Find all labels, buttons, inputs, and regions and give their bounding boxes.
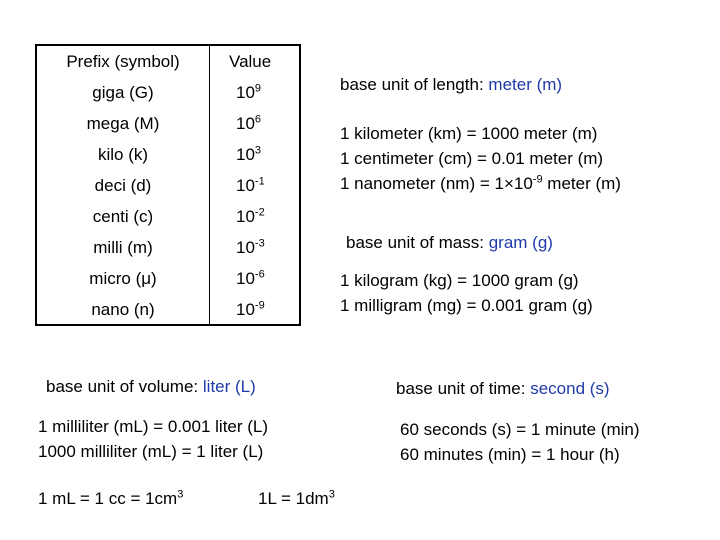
header-value: Value (229, 52, 272, 71)
volume-base-unit: base unit of volume: liter (L) (46, 377, 256, 396)
length-conversions: 1 kilometer (km) = 1000 meter (m) 1 centimeter (cm) = 0.01 meter (m) 1 nanometer $(nm) = 1\times 10^{-9}$ meter (m) (340, 124, 621, 193)
table-row-value: $10^{-1}$ (236, 175, 265, 195)
table-row-value: $10^{-9}$ (236, 299, 265, 319)
time-base-unit: base unit of time: second (s) (396, 379, 610, 398)
table-row-value: $10^{-6}$ (236, 268, 265, 288)
length-unit: meter (m) (488, 75, 563, 94)
table-row-prefix: milli (m) (93, 238, 153, 257)
table-row-prefix: mega (M) (86, 114, 160, 133)
table-row-value: $10^6$ (236, 113, 262, 133)
volume-unit: liter (L) (202, 377, 256, 396)
volume-dm-equivalence: $1L = 1dm^3$ (258, 488, 335, 508)
prefix-table (35, 44, 301, 326)
table-row-value: $10^9$ (236, 82, 262, 102)
table-row-prefix: giga (G) (92, 83, 154, 102)
table-row-prefix: kilo (k) (97, 145, 149, 164)
table-row-prefix: nano (n) (91, 300, 155, 319)
volume-conversions: 1 milliliter (mL) = 0.001 liter (L) 1000 milliliter (mL) = 1 liter (L) (38, 417, 269, 461)
table-row-value: $10^3$ (236, 144, 262, 164)
mass-base-unit: base unit of mass: gram (g) (346, 233, 553, 252)
time-conversions: 60 seconds (s) = 1 minute (min) 60 minutes (min) = 1 hour (h) (400, 420, 640, 464)
table-row-value: $10^{-2}$ (236, 206, 265, 226)
table-row-prefix: deci (d) (94, 176, 152, 195)
mass-unit: gram (g) (488, 233, 553, 252)
time-unit: second (s) (530, 379, 610, 398)
table-row-value: $10^{-3}$ (236, 237, 265, 257)
table-row-prefix: centi (c) (92, 207, 154, 226)
volume-cc-equivalence: 1 mL = 1 cc = $1cm^3$ (38, 488, 184, 508)
mass-conversions: 1 kilogram (kg) = 1000 gram (g) 1 milligram (mg) = 0.001 gram (g) (340, 271, 593, 315)
length-base-unit: base unit of length: meter (m) (340, 75, 563, 94)
header-prefix: Prefix (symbol) (66, 52, 180, 71)
table-row-prefix: micro (μ) (89, 269, 157, 288)
